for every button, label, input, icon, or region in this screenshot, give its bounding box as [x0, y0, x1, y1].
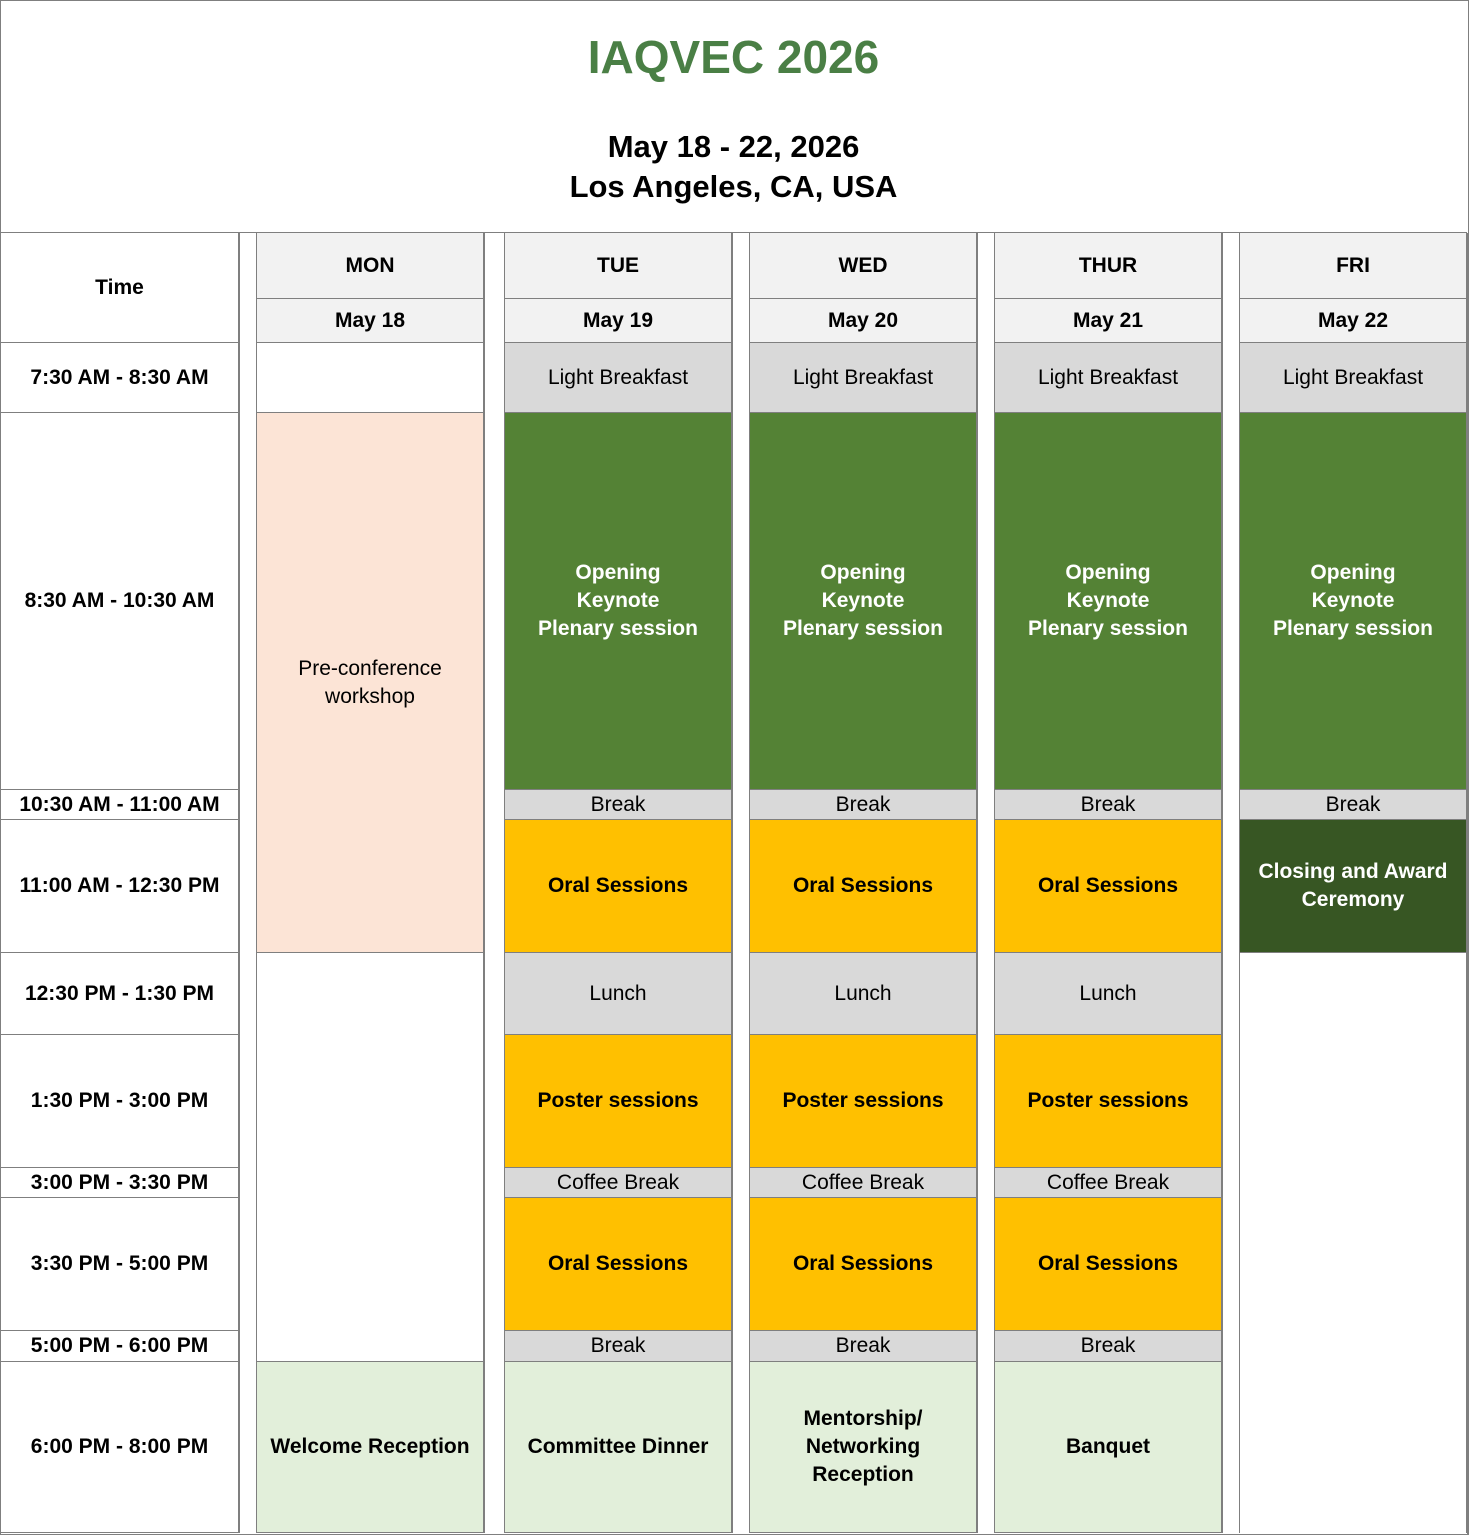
thu-light-breakfast-label: Light Breakfast	[1037, 365, 1179, 389]
thu-morning-break-label: Break	[1080, 792, 1136, 816]
day-name-mon-label: MON	[345, 253, 395, 277]
tue-plenary-session-label: Opening Keynote Plenary session	[538, 561, 698, 640]
thu-oral-sessions-morning	[995, 820, 1222, 953]
tue-lunch	[505, 953, 732, 1035]
tue-oral-sessions-morning-label: Oral Sessions	[547, 874, 689, 897]
time-slot-label: 12:30 PM - 1:30 PM	[24, 981, 215, 1005]
thu-plenary-session-label: Opening Keynote Plenary session	[1028, 561, 1188, 640]
day-name-thu	[995, 233, 1222, 299]
event-dates: May 18 - 22, 2026	[607, 129, 860, 164]
wed-coffee-break-label: Coffee Break	[801, 1170, 925, 1194]
day-name-mon	[257, 233, 484, 299]
thu-evening-event	[995, 1362, 1222, 1533]
time-slot	[1, 1198, 239, 1331]
time-slot-label: 11:00 AM - 12:30 PM	[19, 874, 220, 897]
day-date-mon	[257, 299, 484, 343]
mon-pre-conference-workshop-label: Pre-conference workshop	[298, 656, 442, 708]
tue-evening-break	[505, 1331, 732, 1362]
column-gap-left-1	[484, 233, 485, 1533]
time-slot	[1, 1331, 239, 1362]
thu-lunch-label: Lunch	[1079, 981, 1137, 1005]
thu-poster-sessions-label: Poster sessions	[1027, 1089, 1189, 1112]
day-name-fri-label: FRI	[1336, 253, 1370, 277]
wed-evening-event-label: Mentorship/ Networking Reception	[803, 1407, 923, 1486]
wed-oral-sessions-morning	[750, 820, 977, 953]
event-location: Los Angeles, CA, USA	[569, 169, 898, 204]
schedule-header	[1, 1, 1466, 232]
time-slot-label: 7:30 AM - 8:30 AM	[30, 365, 209, 389]
wed-oral-sessions-morning-label: Oral Sessions	[792, 874, 934, 897]
time-slot-label: 5:00 PM - 6:00 PM	[30, 1334, 209, 1357]
day-name-thu-label: THUR	[1078, 253, 1138, 277]
day-date-wed	[750, 299, 977, 343]
tue-evening-break-label: Break	[590, 1334, 646, 1357]
time-slot	[1, 1035, 239, 1168]
wed-evening-break	[750, 1331, 977, 1362]
thu-evening-break-label: Break	[1080, 1334, 1136, 1357]
thu-oral-sessions-morning-label: Oral Sessions	[1037, 874, 1179, 897]
thu-evening-event-label: Banquet	[1066, 1435, 1150, 1458]
time-slot	[1, 343, 239, 413]
day-date-mon-label: May 18	[334, 308, 406, 332]
wed-light-breakfast-label: Light Breakfast	[792, 365, 934, 389]
tue-poster-sessions-label: Poster sessions	[537, 1089, 699, 1112]
wed-morning-break	[750, 790, 977, 820]
thu-plenary-session	[995, 413, 1222, 790]
thu-oral-sessions-afternoon-label: Oral Sessions	[1037, 1252, 1179, 1275]
day-date-fri-label: May 22	[1317, 308, 1389, 332]
fri-empty-afternoon	[1240, 953, 1467, 1533]
day-date-thu-label: May 21	[1072, 308, 1144, 332]
day-date-wed-label: May 20	[827, 308, 899, 332]
wed-evening-break-label: Break	[835, 1334, 891, 1357]
time-header	[1, 233, 239, 343]
thu-coffee-break-label: Coffee Break	[1046, 1170, 1170, 1194]
tue-oral-sessions-afternoon	[505, 1198, 732, 1331]
day-name-tue	[505, 233, 732, 299]
mon-welcome-reception-label: Welcome Reception	[270, 1435, 470, 1458]
fri-plenary-session	[1240, 413, 1467, 790]
tue-light-breakfast	[505, 343, 732, 413]
column-gap-left-2	[732, 233, 733, 1533]
time-slot	[1, 953, 239, 1035]
tue-light-breakfast-label: Light Breakfast	[547, 365, 689, 389]
tue-morning-break-label: Break	[590, 792, 646, 816]
fri-closing-ceremony-label: Closing and Award Ceremony	[1258, 860, 1448, 911]
thu-oral-sessions-afternoon	[995, 1198, 1222, 1331]
time-slot-label: 3:00 PM - 3:30 PM	[30, 1170, 209, 1194]
time-slot	[1, 413, 239, 790]
time-slot	[1, 820, 239, 953]
page-title: IAQVEC 2026	[587, 31, 880, 83]
time-slot-label: 6:00 PM - 8:00 PM	[30, 1435, 209, 1458]
time-slot	[1, 1362, 239, 1533]
tue-plenary-session	[505, 413, 732, 790]
fri-light-breakfast	[1240, 343, 1467, 413]
wed-lunch	[750, 953, 977, 1035]
tue-evening-event	[505, 1362, 732, 1533]
column-gap-left-0	[239, 233, 240, 1533]
wed-evening-event	[750, 1362, 977, 1533]
tue-coffee-break-label: Coffee Break	[556, 1170, 680, 1194]
grid-right-border	[1467, 233, 1468, 1534]
mon-empty-morning	[257, 343, 484, 413]
wed-plenary-session-label: Opening Keynote Plenary session	[783, 561, 943, 640]
mon-welcome-reception	[257, 1362, 484, 1533]
wed-oral-sessions-afternoon-label: Oral Sessions	[792, 1252, 934, 1275]
thu-morning-break	[995, 790, 1222, 820]
tue-poster-sessions	[505, 1035, 732, 1168]
day-name-tue-label: TUE	[597, 253, 639, 277]
column-gap-left-3	[977, 233, 978, 1533]
day-date-tue-label: May 19	[582, 308, 654, 332]
fri-plenary-session-label: Opening Keynote Plenary session	[1273, 561, 1433, 640]
time-slot	[1, 1168, 239, 1198]
thu-light-breakfast	[995, 343, 1222, 413]
thu-lunch	[995, 953, 1222, 1035]
day-date-fri	[1240, 299, 1467, 343]
wed-coffee-break	[750, 1168, 977, 1198]
tue-oral-sessions-afternoon-label: Oral Sessions	[547, 1252, 689, 1275]
time-slot-label: 8:30 AM - 10:30 AM	[24, 589, 215, 612]
tue-morning-break	[505, 790, 732, 820]
wed-lunch-label: Lunch	[834, 981, 892, 1005]
thu-coffee-break	[995, 1168, 1222, 1198]
tue-oral-sessions-morning	[505, 820, 732, 953]
time-slot-label: 1:30 PM - 3:00 PM	[30, 1089, 209, 1112]
tue-evening-event-label: Committee Dinner	[527, 1435, 709, 1458]
thu-poster-sessions	[995, 1035, 1222, 1168]
fri-light-breakfast-label: Light Breakfast	[1282, 365, 1424, 389]
mon-empty-afternoon	[257, 953, 484, 1362]
time-header-label: Time	[95, 275, 144, 299]
tue-lunch-label: Lunch	[589, 981, 647, 1005]
tue-coffee-break	[505, 1168, 732, 1198]
day-date-thu	[995, 299, 1222, 343]
fri-morning-break	[1240, 790, 1467, 820]
wed-morning-break-label: Break	[835, 792, 891, 816]
time-slot-label: 3:30 PM - 5:00 PM	[30, 1252, 209, 1275]
thu-evening-break	[995, 1331, 1222, 1362]
day-date-tue	[505, 299, 732, 343]
wed-poster-sessions	[750, 1035, 977, 1168]
column-gap-left-4	[1222, 233, 1223, 1533]
wed-poster-sessions-label: Poster sessions	[782, 1089, 944, 1112]
time-slot-label: 10:30 AM - 11:00 AM	[19, 792, 220, 816]
time-slot	[1, 790, 239, 820]
day-name-wed-label: WED	[838, 253, 888, 277]
day-name-wed	[750, 233, 977, 299]
wed-light-breakfast	[750, 343, 977, 413]
day-name-fri	[1240, 233, 1467, 299]
wed-plenary-session	[750, 413, 977, 790]
wed-oral-sessions-afternoon	[750, 1198, 977, 1331]
fri-closing-ceremony	[1240, 820, 1467, 953]
fri-morning-break-label: Break	[1325, 792, 1381, 816]
mon-pre-conference-workshop	[257, 413, 484, 953]
